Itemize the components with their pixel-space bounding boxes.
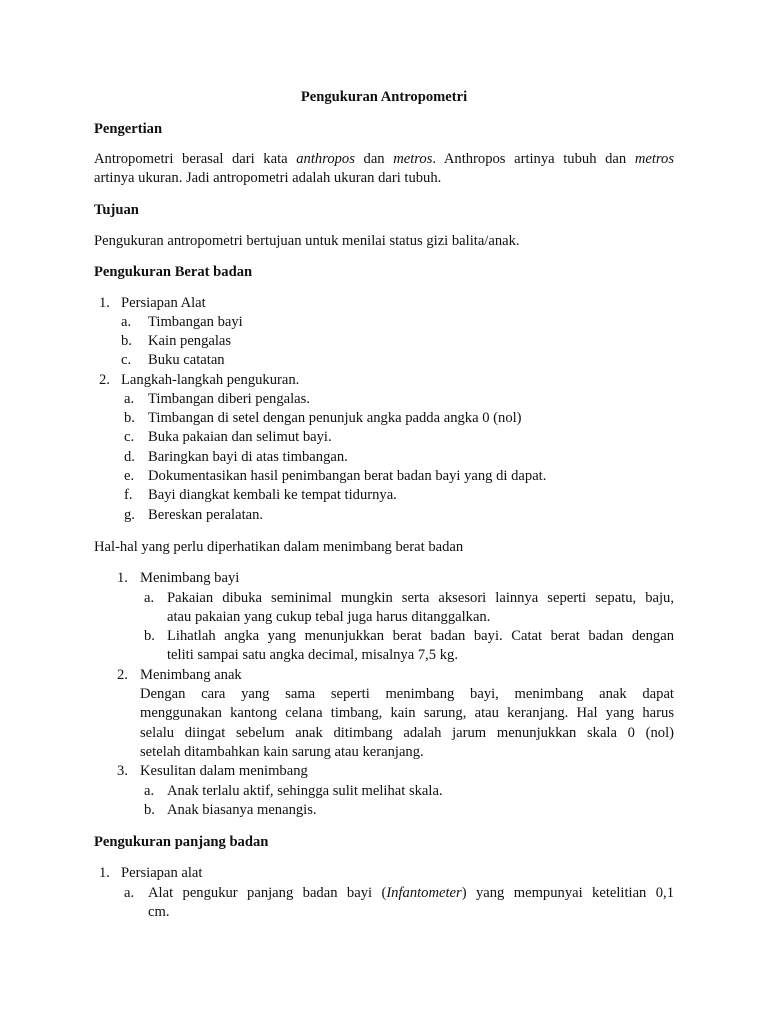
- list-item: Kain pengalas: [148, 333, 232, 349]
- list-number: 2.: [117, 667, 128, 683]
- paragraph-line: selalu diingat sebelum anak ditimbang adalah jarum menunjukkan skala 0 (nol): [140, 725, 674, 741]
- list-item-label: Persiapan alat: [121, 865, 203, 881]
- list-number: 1.: [117, 570, 128, 586]
- list-item: Timbangan di setel dengan penunjuk angka padda angka 0 (nol): [148, 410, 522, 426]
- page-title: Pengukuran Antropometri: [300, 89, 468, 105]
- list-marker: a.: [144, 590, 155, 606]
- list-marker: b.: [144, 802, 155, 818]
- list-item: Baringkan bayi di atas timbangan.: [148, 449, 348, 465]
- list-marker: e.: [124, 468, 135, 484]
- list-item-label: Persiapan Alat: [121, 295, 206, 311]
- paragraph-line: setelah ditambahkan kain sarung atau keranjang.: [140, 744, 424, 760]
- paragraph-line: menggunakan kantong celana timbang, kain sarung, atau keranjang. Hal yang harus: [140, 705, 674, 721]
- tujuan-text: Pengukuran antropometri bertujuan untuk menilai status gizi balita/anak.: [94, 233, 520, 249]
- pengertian-line-2: artinya ukuran. Jadi antropometri adalah ukuran dari tubuh.: [94, 170, 442, 186]
- heading-tujuan: Tujuan: [94, 202, 139, 218]
- list-item: Anak terlalu aktif, sehingga sulit melihat skala.: [167, 783, 443, 799]
- paragraph-line: Dengan cara yang sama seperti menimbang bayi, menimbang anak dapat: [140, 686, 674, 702]
- list-number: 1.: [99, 295, 110, 311]
- list-item: Bereskan peralatan.: [148, 507, 264, 523]
- heading-panjang-badan: Pengukuran panjang badan: [94, 834, 269, 850]
- list-item-line: Pakaian dibuka seminimal mungkin serta aksesori lainnya seperti sepatu, baju,: [167, 590, 674, 606]
- pengertian-line-1: Antropometri berasal dari kata anthropos dan metros. Anthropos artinya tubuh dan metros: [94, 151, 674, 167]
- list-item: Bayi diangkat kembali ke tempat tidurnya.: [148, 487, 397, 503]
- list-marker: b.: [124, 410, 135, 426]
- halhal-intro: Hal-hal yang perlu diperhatikan dalam menimbang berat badan: [94, 539, 464, 555]
- list-item: Anak biasanya menangis.: [167, 802, 317, 818]
- list-item-label: Menimbang anak: [140, 667, 242, 683]
- list-item: Timbangan bayi: [148, 314, 243, 330]
- list-item: Buka pakaian dan selimut bayi.: [148, 429, 332, 445]
- list-marker: d.: [124, 449, 135, 465]
- list-number: 1.: [99, 865, 110, 881]
- list-item: Buku catatan: [148, 352, 225, 368]
- list-marker: f.: [124, 487, 133, 503]
- list-item-line: Alat pengukur panjang badan bayi (Infantometer) yang mempunyai ketelitian 0,1: [148, 885, 675, 901]
- list-marker: a.: [124, 391, 135, 407]
- list-item: Dokumentasikan hasil penimbangan berat badan bayi yang di dapat.: [148, 468, 547, 484]
- list-number: 2.: [99, 372, 110, 388]
- list-item-line: teliti sampai satu angka decimal, misalnya 7,5 kg.: [167, 647, 458, 663]
- list-item: Timbangan diberi pengalas.: [148, 391, 310, 407]
- list-marker: g.: [124, 507, 135, 523]
- list-item-line: atau pakaian yang cukup tebal juga harus ditanggalkan.: [167, 609, 491, 625]
- list-number: 3.: [117, 763, 128, 779]
- list-item-label: Kesulitan dalam menimbang: [140, 763, 308, 779]
- list-item-line: Lihatlah angka yang menunjukkan berat badan bayi. Catat berat badan dengan: [167, 628, 674, 644]
- list-marker: b.: [144, 628, 155, 644]
- list-marker: a.: [144, 783, 155, 799]
- list-marker: c.: [124, 429, 135, 445]
- list-item-label: Menimbang bayi: [140, 570, 240, 586]
- list-marker: b.: [121, 333, 132, 349]
- list-item-label: Langkah-langkah pengukuran.: [121, 372, 300, 388]
- list-item-line: cm.: [148, 904, 170, 920]
- heading-pengertian: Pengertian: [94, 121, 163, 137]
- list-marker: a.: [121, 314, 132, 330]
- list-marker: c.: [121, 352, 132, 368]
- list-marker: a.: [124, 885, 135, 901]
- heading-berat-badan: Pengukuran Berat badan: [94, 264, 253, 280]
